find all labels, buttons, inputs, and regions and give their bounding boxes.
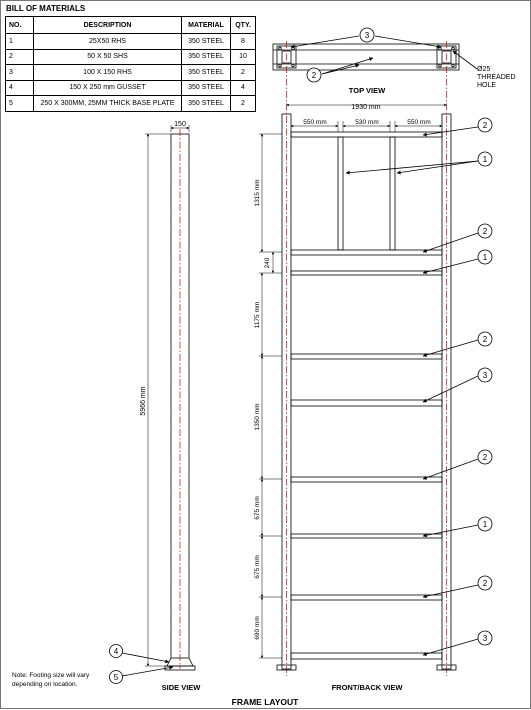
side-balloon-5-label: 5 <box>113 673 119 682</box>
overall-width-dim: 1930 mm <box>351 104 381 111</box>
bom-cell-description: 150 X 250 mm GUSSET <box>34 80 182 96</box>
leader-line <box>423 459 478 479</box>
bom-cell-no: 1 <box>6 34 34 50</box>
front-balloon-label: 3 <box>482 634 488 643</box>
front-balloon-label: 1 <box>482 520 488 529</box>
bom-cell-material: 350 STEEL <box>182 34 231 50</box>
leader-line <box>291 36 359 47</box>
leader-line <box>423 340 478 356</box>
frame-layout-drawing <box>1 1 531 710</box>
horizontal-beam <box>291 354 442 359</box>
bom-header-description: DESCRIPTION <box>34 17 182 34</box>
bolt-hole <box>439 64 442 67</box>
bom-cell-description: 100 X 150 RHS <box>34 65 182 81</box>
bom-cell-material: 350 STEEL <box>182 96 231 112</box>
bom-cell-material: 350 STEEL <box>182 65 231 81</box>
hole-note-line-2: THREADED <box>477 74 516 81</box>
bom-cell-no: 4 <box>6 80 34 96</box>
bom-cell-description: 25X50 RHS <box>34 34 182 50</box>
vertical-dim-1350: 1350 mm <box>254 403 261 431</box>
leader-line <box>423 639 478 655</box>
sheet-title: FRAME LAYOUT <box>231 697 299 707</box>
front-balloon-label: 3 <box>482 371 488 380</box>
bay-width-dim-2: 530 mm <box>355 119 379 126</box>
vertical-member <box>338 137 343 250</box>
front-balloon-label: 2 <box>482 335 488 344</box>
leader-line <box>375 36 441 47</box>
top-view-balloon-2-label: 2 <box>311 71 317 80</box>
leader-line <box>423 233 478 252</box>
bom-cell-no: 3 <box>6 65 34 81</box>
bom-header-material: MATERIAL <box>182 17 231 34</box>
front-balloons <box>478 118 492 645</box>
front-balloon-label: 2 <box>482 121 488 130</box>
bolt-hole <box>452 47 455 50</box>
leader-line <box>423 376 478 402</box>
horizontal-rail <box>291 271 442 275</box>
footing-note-line-2: depending on location. <box>12 681 78 688</box>
hole-note-line-3: HOLE <box>477 82 497 89</box>
top-view-outline <box>273 44 459 70</box>
side-view-label: SIDE VIEW <box>161 683 201 692</box>
bom-cell-qty: 4 <box>231 80 256 96</box>
side-height-dim: 5966 mm <box>140 386 147 416</box>
horizontal-beam <box>291 477 442 482</box>
bom-cell-qty: 10 <box>231 49 256 65</box>
bom-cell-no: 2 <box>6 49 34 65</box>
front-view-label: FRONT/BACK VIEW <box>331 683 403 692</box>
front-balloon-label: 2 <box>482 453 488 462</box>
top-beam <box>291 132 442 137</box>
vertical-dim-675-a: 675 mm <box>254 496 261 520</box>
leader-line <box>423 259 478 273</box>
leader-line <box>346 161 478 173</box>
vertical-dim-690: 690 mm <box>254 616 261 640</box>
bolt-hole <box>439 47 442 50</box>
leader-line <box>122 667 173 676</box>
leader-line <box>423 585 478 597</box>
horizontal-beam <box>291 595 442 600</box>
front-balloon-label: 2 <box>482 227 488 236</box>
side-balloon-4-label: 4 <box>113 647 119 656</box>
bom-header-no: NO. <box>6 17 34 34</box>
horizontal-rhs <box>291 400 442 406</box>
footing-note-line-1: Note: Footing size will vary <box>12 672 90 679</box>
horizontal-beam <box>291 250 442 255</box>
vertical-dim-1315: 1315 mm <box>254 179 261 207</box>
bay-width-dim-3: 550 mm <box>407 119 431 126</box>
vertical-dim-240: 240 <box>264 257 271 269</box>
front-balloon-label: 2 <box>482 579 488 588</box>
side-view <box>122 125 195 676</box>
bom-header-qty: QTY. <box>231 17 256 34</box>
bolt-hole <box>279 64 282 67</box>
bom-title: BILL OF MATERIALS <box>6 4 86 13</box>
vertical-member <box>390 137 395 250</box>
front-balloon-label: 1 <box>482 155 488 164</box>
bom-cell-qty: 2 <box>231 65 256 81</box>
bom-cell-no: 5 <box>6 96 34 112</box>
horizontal-rhs <box>291 653 442 659</box>
bom-cell-qty: 8 <box>231 34 256 50</box>
leader-line <box>423 525 478 536</box>
leader-line <box>322 58 373 74</box>
front-view <box>259 41 478 676</box>
leader-line <box>423 127 478 135</box>
leader-line <box>453 51 477 69</box>
bom-cell-description: 250 X 300MM, 25MM THICK BASE PLATE <box>34 96 182 112</box>
vertical-dim-675-b: 675 mm <box>254 555 261 579</box>
hole-note-line-1: Ø25 <box>477 66 491 73</box>
bom-cell-material: 350 STEEL <box>182 49 231 65</box>
bom-cell-qty: 2 <box>231 96 256 112</box>
top-view-label: TOP VIEW <box>348 86 386 95</box>
bolt-hole <box>279 47 282 50</box>
top-view-balloon-3-label: 3 <box>364 31 370 40</box>
side-width-dim: 150 <box>174 121 186 128</box>
bom-cell-description: 50 X 50 SHS <box>34 49 182 65</box>
bolt-hole <box>452 64 455 67</box>
bolt-hole <box>292 47 295 50</box>
vertical-dim-1175: 1175 mm <box>254 301 261 329</box>
bom-cell-material: 350 STEEL <box>182 80 231 96</box>
bolt-hole <box>292 64 295 67</box>
leader-line <box>122 653 169 662</box>
bay-width-dim-1: 550 mm <box>303 119 327 126</box>
front-balloon-label: 1 <box>482 253 488 262</box>
horizontal-rail <box>291 534 442 538</box>
